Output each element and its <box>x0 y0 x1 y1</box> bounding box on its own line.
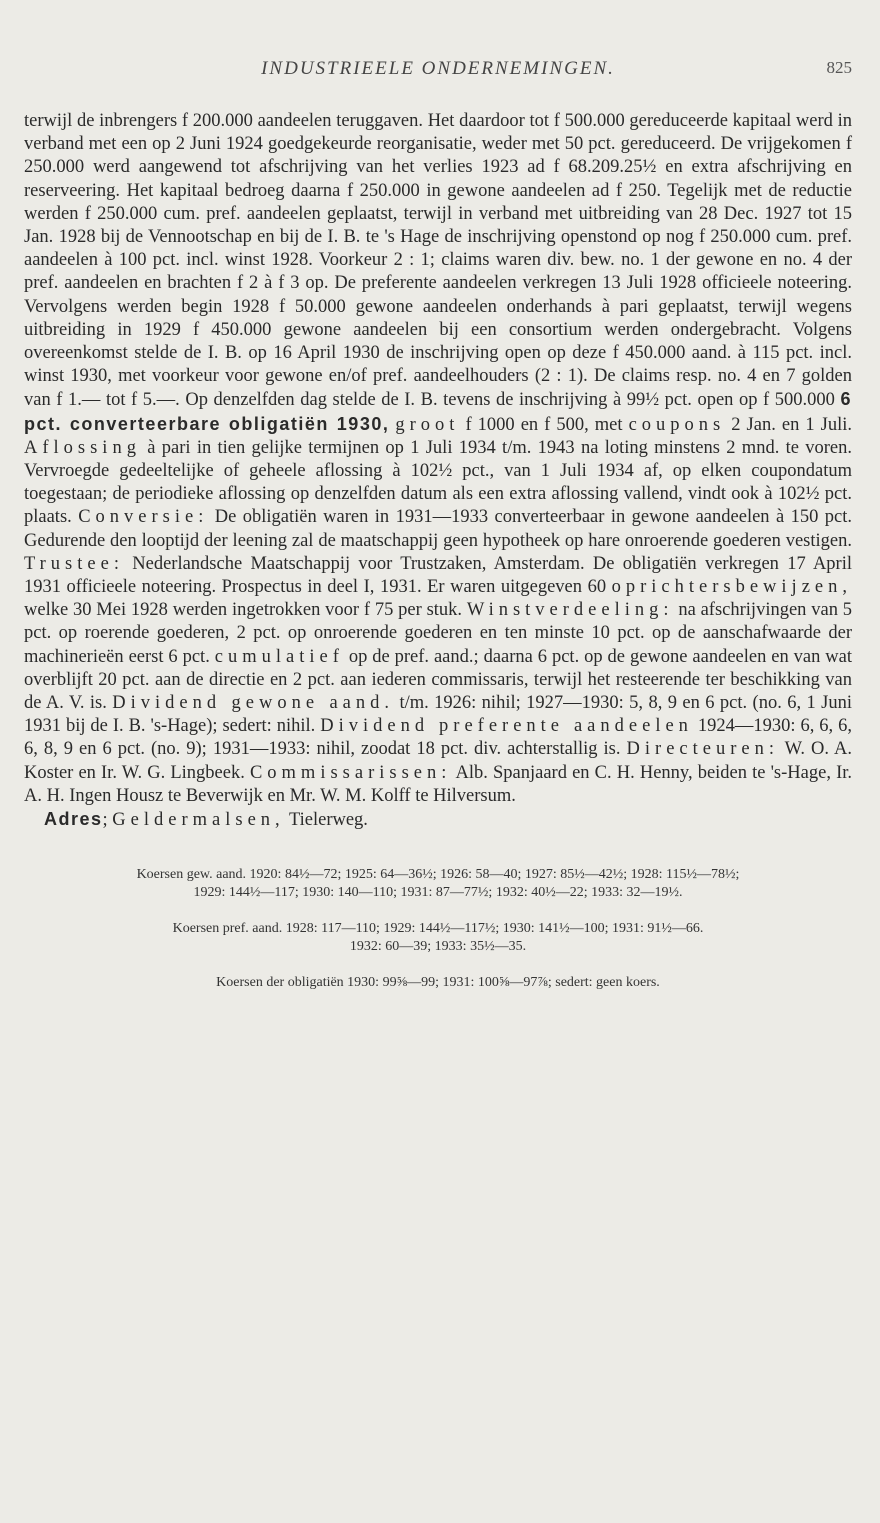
term-commissarissen: Commissarissen: <box>249 762 452 783</box>
page-number: 825 <box>826 58 852 77</box>
term-dividend-gewone: Dividend gewone aand. <box>112 693 395 714</box>
bond-heading: 6 pct. converteerbare obligatiën 1930, <box>24 389 853 434</box>
text-segment: 2 Jan. en 1 Juli. <box>731 414 852 435</box>
courses-section <box>24 866 852 992</box>
running-title: INDUSTRIEELE ONDERNEMINGEN. <box>261 58 615 79</box>
text-segment: t/m. 1926: nihil; 1927—1930: 5, 8, 9 en 6 pct. (no. 6, 1 Juni 1931 bij de I. B. 's-Hage); sedert: nihil. <box>24 693 853 737</box>
term-directeuren: Directeuren: <box>626 739 779 760</box>
courses-pref-line: 1932: 60—39; 1933: 35½—35. <box>349 939 527 955</box>
term-trustee: Trustee: <box>24 553 124 574</box>
courses-pref <box>24 920 852 956</box>
term-aflossing: Aflossing <box>24 437 141 458</box>
text-segment: Nederlandsche Maatschappij voor Trustzaken, Amsterdam. De obligatiën verkregen 17 April 1931 officieele noteering. Prospectus in deel I, 1931. Er waren uitgegeven 60 <box>24 553 852 598</box>
text-segment: welke 30 Mei 1928 werden ingetrokken voor f 75 per stuk. <box>24 600 463 621</box>
term-conversie: Conversie: <box>78 507 209 528</box>
courses-obligaties-line: Koersen der obligatiën 1930: 99⅝—99; 1931: 100⅝—97⅞; sedert: geen koers. <box>216 975 660 991</box>
text-segment: W. O. A. Koster en Ir. W. G. Lingbeek. <box>24 739 853 783</box>
address-street: Tielerweg. <box>288 810 368 831</box>
courses-obligaties <box>24 974 852 992</box>
courses-pref-line: Koersen pref. aand. 1928: 117—110; 1929: 144½—117½; 1930: 141½—100; 1931: 91½—66. <box>172 921 704 937</box>
term-oprichtersbewijzen: oprichtersbewijzen, <box>611 577 852 598</box>
term-coupons: coupons <box>628 414 726 435</box>
page-header <box>24 58 852 90</box>
courses-gewone <box>24 866 852 902</box>
text-segment: terwijl de inbrengers f 200.000 aandeelen teruggaven. Het daardoor tot f 500.000 gereduceerde kapitaal werd in verband met een op 2 Juni 1924 goedgekeurde reorganisatie, weder met 50 pct. gereduceerd. De vrijgekomen f 250.000 werd aangewend tot afschrijving van het verlies 1923 ad f 68.209.25½ en extra afschrijving en reserveering. Het kapitaal bedroeg daarna f 250.000 in gewone aandeelen ad f 250. Tegelijk met de reductie werden f 250.000 cum. pref. aandeelen geplaatst, terwijl in verband met uitbreiding van 28 Dec. 1927 tot 15 Jan. 1928 bij de Vennootschap en bij de I. B. te 's Hage de inschrijving openstond op nog f 250.000 cum. pref. aandeelen à 100 pct. incl. winst 1928. Voorkeur 2 : 1; claims waren div. bew. no. 1 der gewone en no. 4 der pref. aandeelen en brachten f 2 à f 3 op. De preferente aandeelen verkregen 13 Juli 1928 officieele noteering. Vervolgens werden begin 1928 f 50.000 gewone aandeelen onderhands à pari geplaatst, terwijl wegens uitbreiding in 1929 f 450.000 gewone aandeelen bij een consortium werden ondergebracht. Volgens overeenkomst stelde de I. B. op 16 April 1930 de inschrijving open op deze f 450.000 aand. à 115 pct. incl. winst 1930, met voorkeur voor gewone en/of pref. aandeelhouders (2 : 1). De claims resp. no. 4 en 7 golden van f 1.— tot f 5.—. Op denzelfden dag stelde de I. B. tevens de inschrijving à 99½ pct. open op f 500.000 <box>24 111 852 411</box>
text-segment: à pari in tien gelijke termijnen op 1 Juli 1934 t/m. 1943 na loting minstens 2 mnd. te voren. Vervroegde gedeeltelijke of geheele aflossing à 102½ pct., van 1 Juli 1934 af, op elken coupondatum toegestaan; de periodieke aflossing op denzelfden datum als een extra aflossing vallend, vindt ook à 102½ pct. plaats. <box>24 437 853 528</box>
text-segment: na afschrijvingen van 5 pct. op roerende goederen, 2 pct. op onroerende goederen en ten minste 10 pct. op de aanschafwaarde der machinerieën eerst 6 pct. <box>24 600 853 667</box>
text-segment: 1924—1930: 6, 6, 6, 6, 8, 9 en 6 pct. (no. 9); 1931—1933: nihil, zoodat 18 pct. div. achterstallig is. <box>24 716 852 760</box>
courses-gewone-line: Koersen gew. aand. 1920: 84½—72; 1925: 64—36½; 1926: 58—40; 1927: 85½—42½; 1928: 115½—78½; <box>136 867 740 883</box>
text-segment: f 1000 en f 500, met <box>465 414 623 435</box>
term-dividend-pref: Dividend preferente aandeelen <box>320 716 693 737</box>
term-winstverdeeling: Winstverdeeling: <box>466 600 674 621</box>
term-cumulatief: cumulatief <box>214 646 344 667</box>
address-line: Adres; Geldermalsen, Tielerweg. <box>44 809 368 831</box>
text-segment: De obligatiën waren in 1931—1933 converteerbaar in gewone aandeelen à 150 pct. Gedurende den looptijd der leening zal de maatschappij geen hypotheek op hare onroerende goederen vestigen. <box>24 507 852 551</box>
term-groot: groot <box>395 414 460 435</box>
body-paragraph <box>24 110 852 808</box>
text-segment: op de pref. aand.; daarna 6 pct. op de gewone aandeelen en van wat overblijft 20 pct. aan de directie en 2 pct. aan iederen commissaris, terwijl het resteerende ter beschikking van de A. V. is. <box>24 646 853 714</box>
address-label: Adres <box>44 809 103 830</box>
courses-gewone-line: 1929: 144½—117; 1930: 140—110; 1931: 87—77½; 1932: 40½—22; 1933: 32—19½. <box>193 885 683 901</box>
address-city: Geldermalsen, <box>112 810 285 831</box>
text-segment: Alb. Spanjaard en C. H. Henny, beiden te 's-Hage, Ir. A. H. Ingen Housz te Beverwijk en Mr. W. M. Kolff te Hilversum. <box>24 762 852 806</box>
